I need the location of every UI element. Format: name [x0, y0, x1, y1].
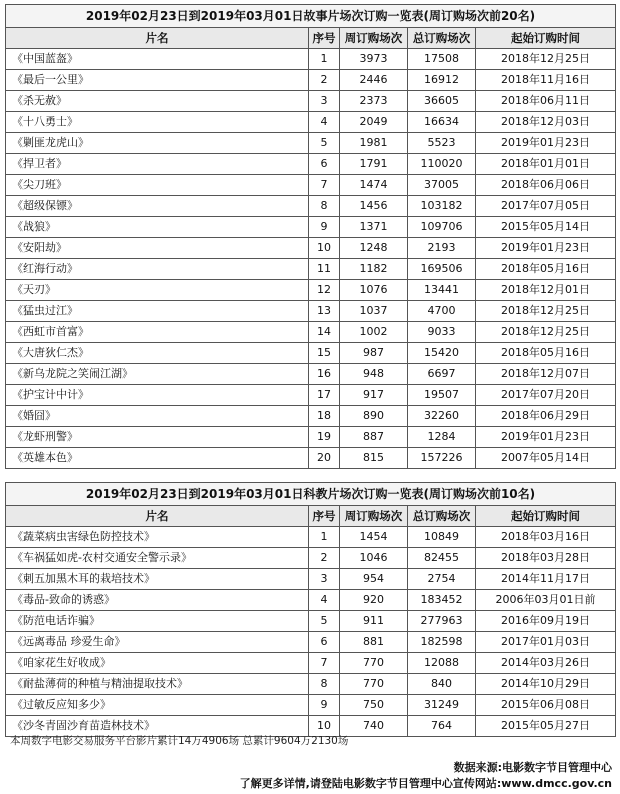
table-row: [6, 569, 616, 590]
rank: 5: [309, 133, 340, 154]
rank: 17: [309, 385, 340, 406]
weekly-count: 1981: [340, 133, 408, 154]
table-title: 2019年02月23日到2019年03月01日科教片场次订购一览表(周订购场次前10名): [6, 483, 616, 506]
start-date: 2014年03月26日: [476, 653, 616, 674]
start-date: 2018年11月16日: [476, 70, 616, 91]
header-total: 总订购场次: [408, 506, 476, 527]
table-row: [6, 343, 616, 364]
start-date: 2019年01月23日: [476, 238, 616, 259]
table-row: [6, 91, 616, 112]
total-count: 169506: [408, 259, 476, 280]
rank: 2: [309, 548, 340, 569]
table-row: [6, 217, 616, 238]
header-rank: 序号: [309, 506, 340, 527]
weekly-count: 890: [340, 406, 408, 427]
film-title: 《尖刀班》: [6, 175, 309, 196]
film-title: 《大唐狄仁杰》: [6, 343, 309, 364]
rank: 12: [309, 280, 340, 301]
header-weekly: 周订购场次: [340, 506, 408, 527]
start-date: 2006年03月01日前: [476, 590, 616, 611]
table-row: [6, 385, 616, 406]
total-count: 5523: [408, 133, 476, 154]
film-title: 《沙冬青固沙育苗造林技术》: [6, 716, 309, 737]
film-title: 《超级保镖》: [6, 196, 309, 217]
total-count: 110020: [408, 154, 476, 175]
weekly-count: 1791: [340, 154, 408, 175]
rank: 6: [309, 632, 340, 653]
total-count: 4700: [408, 301, 476, 322]
total-count: 16634: [408, 112, 476, 133]
start-date: 2018年06月06日: [476, 175, 616, 196]
rank: 1: [309, 49, 340, 70]
table-row: [6, 70, 616, 91]
film-title: 《西虹市首富》: [6, 322, 309, 343]
film-title: 《过敏反应知多少》: [6, 695, 309, 716]
film-title: 《最后一公里》: [6, 70, 309, 91]
weekly-count: 2049: [340, 112, 408, 133]
header-rank: 序号: [309, 28, 340, 49]
rank: 18: [309, 406, 340, 427]
film-title: 《杀无赦》: [6, 91, 309, 112]
film-title: 《天刃》: [6, 280, 309, 301]
weekly-count: 917: [340, 385, 408, 406]
film-title: 《耐盐薄荷的种植与精油提取技术》: [6, 674, 309, 695]
science-film-table: [5, 482, 616, 737]
rank: 20: [309, 448, 340, 469]
total-count: 12088: [408, 653, 476, 674]
table-row: [6, 653, 616, 674]
total-count: 32260: [408, 406, 476, 427]
total-count: 157226: [408, 448, 476, 469]
rank: 13: [309, 301, 340, 322]
start-date: 2018年12月25日: [476, 322, 616, 343]
weekly-count: 948: [340, 364, 408, 385]
film-title: 《护宝计中计》: [6, 385, 309, 406]
weekly-count: 1002: [340, 322, 408, 343]
total-count: 16912: [408, 70, 476, 91]
summary-note: 本周数字电影交易服务平台影片累计14万4906场 总累计9604万2130场: [10, 735, 349, 747]
rank: 16: [309, 364, 340, 385]
rank: 15: [309, 343, 340, 364]
film-title: 《战狼》: [6, 217, 309, 238]
total-count: 13441: [408, 280, 476, 301]
rank: 9: [309, 695, 340, 716]
table-header-row: [6, 28, 616, 49]
start-date: 2017年01月03日: [476, 632, 616, 653]
table-row: [6, 49, 616, 70]
film-title: 《蔬菜病虫害绿色防控技术》: [6, 527, 309, 548]
total-count: 37005: [408, 175, 476, 196]
header-total: 总订购场次: [408, 28, 476, 49]
table-row: [6, 695, 616, 716]
start-date: 2007年05月14日: [476, 448, 616, 469]
table-title: 2019年02月23日到2019年03月01日故事片场次订购一览表(周订购场次前20名): [6, 5, 616, 28]
rank: 11: [309, 259, 340, 280]
table-row: [6, 364, 616, 385]
film-title: 《毒品-致命的诱惑》: [6, 590, 309, 611]
film-title: 《新乌龙院之笑闹江湖》: [6, 364, 309, 385]
start-date: 2014年11月17日: [476, 569, 616, 590]
table-row: [6, 175, 616, 196]
total-count: 103182: [408, 196, 476, 217]
header-start-date: 起始订购时间: [476, 28, 616, 49]
data-source: 数据来源:电影数字节目管理中心: [453, 761, 612, 774]
film-title: 《车祸猛如虎-农村交通安全警示录》: [6, 548, 309, 569]
rank: 14: [309, 322, 340, 343]
start-date: 2018年12月01日: [476, 280, 616, 301]
weekly-count: 1076: [340, 280, 408, 301]
start-date: 2018年03月28日: [476, 548, 616, 569]
header-title: 片名: [6, 506, 309, 527]
rank: 5: [309, 611, 340, 632]
weekly-count: 3973: [340, 49, 408, 70]
total-count: 31249: [408, 695, 476, 716]
start-date: 2015年05月14日: [476, 217, 616, 238]
total-count: 1284: [408, 427, 476, 448]
rank: 1: [309, 527, 340, 548]
table-row: [6, 448, 616, 469]
weekly-count: 881: [340, 632, 408, 653]
table-row: [6, 133, 616, 154]
rank: 7: [309, 653, 340, 674]
film-title: 《咱家花生好收成》: [6, 653, 309, 674]
film-title: 《英雄本色》: [6, 448, 309, 469]
total-count: 2193: [408, 238, 476, 259]
rank: 3: [309, 569, 340, 590]
total-count: 9033: [408, 322, 476, 343]
start-date: 2018年03月16日: [476, 527, 616, 548]
weekly-count: 770: [340, 653, 408, 674]
start-date: 2017年07月20日: [476, 385, 616, 406]
rank: 8: [309, 196, 340, 217]
start-date: 2018年05月16日: [476, 343, 616, 364]
start-date: 2016年09月19日: [476, 611, 616, 632]
weekly-count: 815: [340, 448, 408, 469]
total-count: 277963: [408, 611, 476, 632]
total-count: 764: [408, 716, 476, 737]
total-count: 840: [408, 674, 476, 695]
weekly-count: 1046: [340, 548, 408, 569]
rank: 4: [309, 590, 340, 611]
total-count: 82455: [408, 548, 476, 569]
film-title: 《剿匪龙虎山》: [6, 133, 309, 154]
total-count: 109706: [408, 217, 476, 238]
start-date: 2014年10月29日: [476, 674, 616, 695]
rank: 6: [309, 154, 340, 175]
film-title: 《红海行动》: [6, 259, 309, 280]
weekly-count: 2373: [340, 91, 408, 112]
start-date: 2018年12月07日: [476, 364, 616, 385]
rank: 7: [309, 175, 340, 196]
start-date: 2018年06月29日: [476, 406, 616, 427]
rank: 8: [309, 674, 340, 695]
table-row: [6, 112, 616, 133]
total-count: 182598: [408, 632, 476, 653]
film-title: 《捍卫者》: [6, 154, 309, 175]
total-count: 17508: [408, 49, 476, 70]
start-date: 2017年07月05日: [476, 196, 616, 217]
weekly-count: 920: [340, 590, 408, 611]
total-count: 2754: [408, 569, 476, 590]
start-date: 2018年01月01日: [476, 154, 616, 175]
weekly-count: 911: [340, 611, 408, 632]
start-date: 2019年01月23日: [476, 427, 616, 448]
weekly-count: 1182: [340, 259, 408, 280]
rank: 2: [309, 70, 340, 91]
header-weekly: 周订购场次: [340, 28, 408, 49]
total-count: 183452: [408, 590, 476, 611]
weekly-count: 1456: [340, 196, 408, 217]
header-title: 片名: [6, 28, 309, 49]
rank: 4: [309, 112, 340, 133]
table-row: [6, 611, 616, 632]
film-title: 《刺五加黑木耳的栽培技术》: [6, 569, 309, 590]
weekly-count: 770: [340, 674, 408, 695]
film-title: 《远离毒品 珍爱生命》: [6, 632, 309, 653]
table-row: [6, 301, 616, 322]
weekly-count: 1454: [340, 527, 408, 548]
film-title: 《龙虾刑警》: [6, 427, 309, 448]
weekly-count: 2446: [340, 70, 408, 91]
start-date: 2018年05月16日: [476, 259, 616, 280]
film-title: 《安阳劫》: [6, 238, 309, 259]
weekly-count: 1474: [340, 175, 408, 196]
table-row: [6, 238, 616, 259]
total-count: 19507: [408, 385, 476, 406]
weekly-count: 987: [340, 343, 408, 364]
table-row: [6, 154, 616, 175]
total-count: 36605: [408, 91, 476, 112]
weekly-count: 1037: [340, 301, 408, 322]
start-date: 2015年05月27日: [476, 716, 616, 737]
weekly-count: 1248: [340, 238, 408, 259]
total-count: 6697: [408, 364, 476, 385]
weekly-count: 1371: [340, 217, 408, 238]
film-title: 《十八勇士》: [6, 112, 309, 133]
table-row: [6, 548, 616, 569]
start-date: 2019年01月23日: [476, 133, 616, 154]
table-row: [6, 280, 616, 301]
rank: 19: [309, 427, 340, 448]
table-row: [6, 674, 616, 695]
total-count: 10849: [408, 527, 476, 548]
start-date: 2018年12月03日: [476, 112, 616, 133]
weekly-count: 887: [340, 427, 408, 448]
table-row: [6, 527, 616, 548]
film-title: 《猛虫过江》: [6, 301, 309, 322]
table-header-row: [6, 506, 616, 527]
table-row: [6, 406, 616, 427]
website-info: 了解更多详情,请登陆电影数字节目管理中心宣传网站:www.dmcc.gov.cn: [239, 777, 612, 790]
start-date: 2018年12月25日: [476, 49, 616, 70]
film-title: 《婚囧》: [6, 406, 309, 427]
table-row: [6, 427, 616, 448]
film-title: 《中国蓝盔》: [6, 49, 309, 70]
table-row: [6, 259, 616, 280]
rank: 3: [309, 91, 340, 112]
table-row: [6, 632, 616, 653]
rank: 10: [309, 716, 340, 737]
weekly-count: 954: [340, 569, 408, 590]
total-count: 15420: [408, 343, 476, 364]
table-row: [6, 322, 616, 343]
rank: 10: [309, 238, 340, 259]
header-start-date: 起始订购时间: [476, 506, 616, 527]
table-row: [6, 590, 616, 611]
weekly-count: 750: [340, 695, 408, 716]
table-row: [6, 196, 616, 217]
start-date: 2015年06月08日: [476, 695, 616, 716]
film-title: 《防范电话诈骗》: [6, 611, 309, 632]
weekly-count: 740: [340, 716, 408, 737]
start-date: 2018年12月25日: [476, 301, 616, 322]
rank: 9: [309, 217, 340, 238]
feature-film-table: [5, 4, 616, 469]
start-date: 2018年06月11日: [476, 91, 616, 112]
